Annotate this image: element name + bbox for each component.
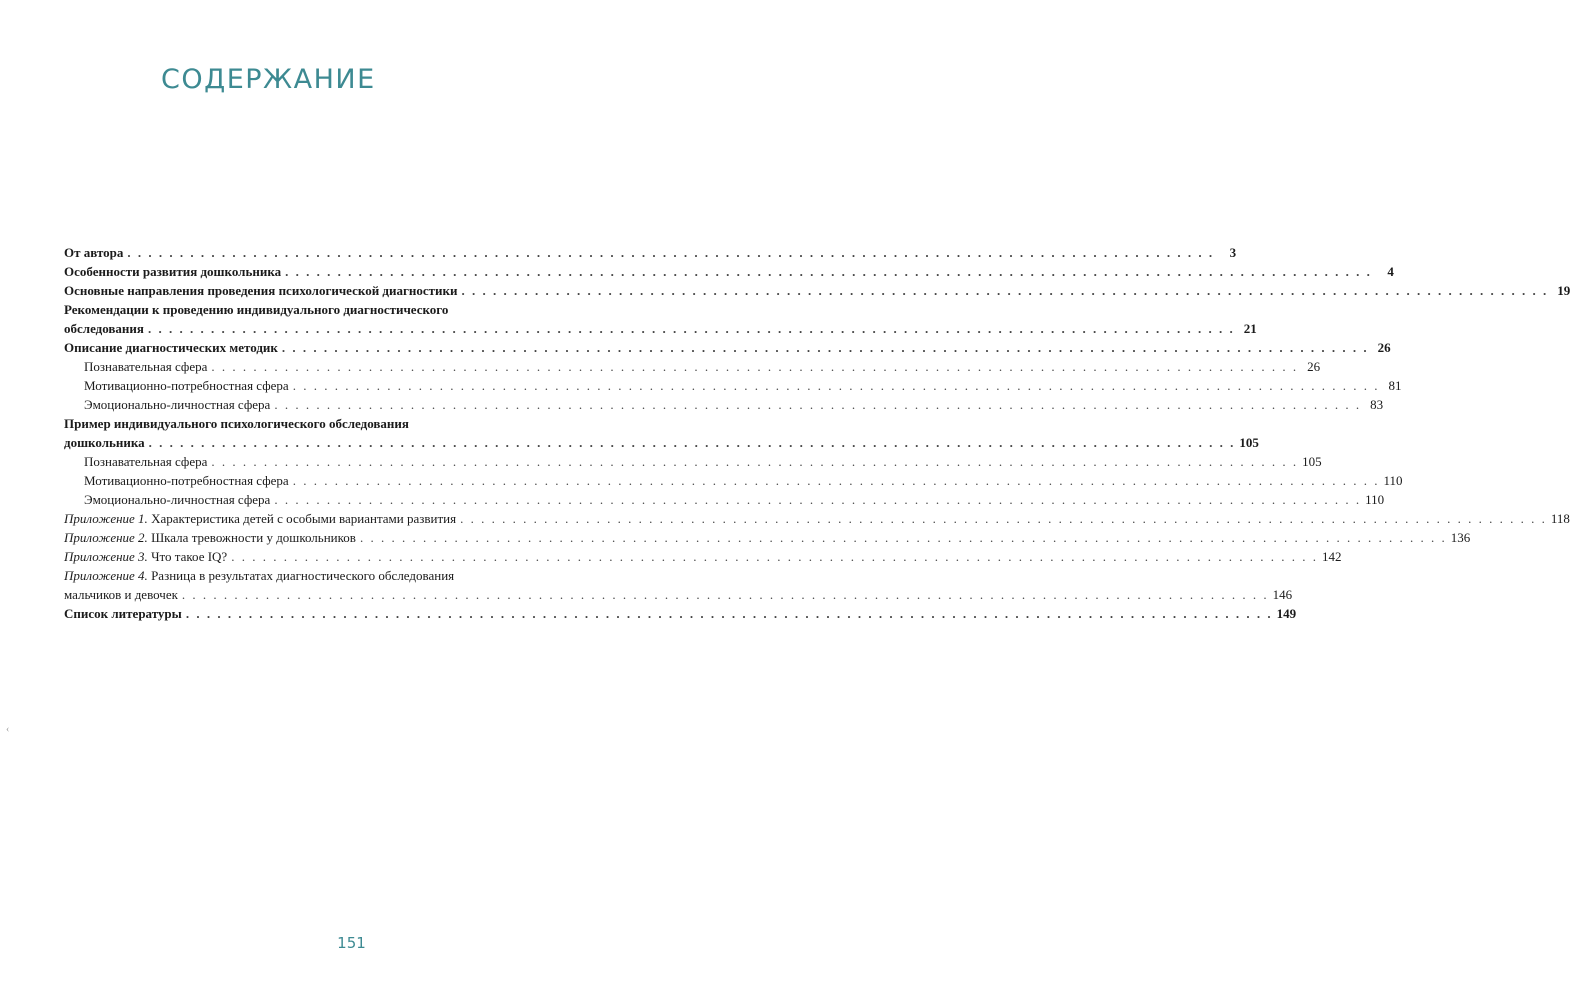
dot-leader: . . . . . . . . . . . . . . . . . . . . . . . . . . . . . . . . . . . . . . . . . . . . . . . . . . . . . . . . . . . . . . . . . . . . . . . . . . . . . . . . . . . . . . . . . . . . . . . . . . . . . . . . — [292, 378, 1380, 393]
dot-leader: . . . . . . . . . . . . . . . . . . . . . . . . . . . . . . . . . . . . . . . . . . . . . . . . . . . . . . . . . . . . . . . . . . . . . . . . . . . . . . . . . . . . . . . . . . . . . . . . . . . . . . . . — [181, 587, 1269, 602]
toc-entry-title: Мотивационно-потребностная сфера — [84, 473, 289, 488]
toc-entry-line — [84, 376, 1402, 395]
toc-entry-line — [64, 262, 1394, 281]
toc-page-number: 19 — [1557, 283, 1570, 298]
toc-entry — [64, 471, 1403, 490]
dot-leader: . . . . . . . . . . . . . . . . . . . . . . . . . . . . . . . . . . . . . . . . . . . . . . . . . . . . . . . . . . . . . . . . . . . . . . . . . . . . . . . . . . . . . . . . . . . . . . . . . . . . . . . . — [147, 321, 1235, 336]
toc-entry-title: Список литературы — [64, 606, 182, 621]
toc-entry-title: Описание диагностических методик — [64, 340, 278, 355]
dot-leader: . . . . . . . . . . . . . . . . . . . . . . . . . . . . . . . . . . . . . . . . . . . . . . . . . . . . . . . . . . . . . . . . . . . . . . . . . . . . . . . . . . . . . . . . . . . . . . . . . . . . . . . . — [231, 549, 1318, 564]
toc-entry-title: Рекомендации к проведению индивидуального диагностического — [64, 302, 449, 317]
dot-leader: . . . . . . . . . . . . . . . . . . . . . . . . . . . . . . . . . . . . . . . . . . . . . . . . . . . . . . . . . . . . . . . . . . . . . . . . . . . . . . . . . . . . . . . . . . . . . . . . . . . . . . . . — [148, 435, 1236, 450]
toc-entry-title: Мотивационно-потребностная сфера — [84, 378, 289, 393]
toc-entry-line — [64, 509, 1570, 528]
toc-entry-title: Шкала тревожности у дошкольников — [151, 530, 356, 545]
toc-entry-line — [64, 281, 1570, 300]
toc-entry — [64, 452, 1322, 471]
toc-page-number: 110 — [1383, 473, 1403, 488]
toc-entry — [64, 490, 1385, 509]
toc-page-number: 83 — [1370, 397, 1384, 412]
page-number: 151 — [337, 934, 366, 952]
toc-entry — [64, 243, 1237, 262]
appendix-label: Приложение 4. — [64, 568, 148, 583]
appendix-label: Приложение 3. — [64, 549, 148, 564]
dot-leader: . . . . . . . . . . . . . . . . . . . . . . . . . . . . . . . . . . . . . . . . . . . . . . . . . . . . . . . . . . . . . . . . . . . . . . . . . . . . . . . . . . . . . . . . . . . . . . . . . . . . . . . . — [285, 264, 1372, 279]
toc-entry-line — [84, 395, 1384, 414]
toc-entry-line — [84, 490, 1385, 509]
toc-page-number: 110 — [1365, 492, 1385, 507]
toc-entry-title: Основные направления проведения психологической диагностики — [64, 283, 458, 298]
toc-page-number: 149 — [1276, 606, 1297, 621]
toc-page-number: 26 — [1307, 359, 1321, 374]
toc-entry — [64, 395, 1384, 414]
toc-entry-line — [64, 433, 1259, 452]
dot-leader: . . . . . . . . . . . . . . . . . . . . . . . . . . . . . . . . . . . . . . . . . . . . . . . . . . . . . . . . . . . . . . . . . . . . . . . . . . . . . . . . . . . . . . . . . . . . . . . . . . . . . . . . — [292, 473, 1380, 488]
toc-page-number: 21 — [1243, 321, 1257, 336]
dot-leader: . . . . . . . . . . . . . . . . . . . . . . . . . . . . . . . . . . . . . . . . . . . . . . . . . . . . . . . . . . . . . . . . . . . . . . . . . . . . . . . . . . . . . . . . . . . . . . . . . . . . . . . . — [185, 606, 1273, 621]
toc-entry-title: Познавательная сфера — [84, 359, 208, 374]
toc-entry-title: дошкольника — [64, 435, 145, 450]
toc-entry — [64, 281, 1570, 300]
toc-entry — [64, 547, 1342, 566]
appendix-label: Приложение 2. — [64, 530, 148, 545]
toc-entry — [64, 376, 1402, 395]
dot-leader: . . . . . . . . . . . . . . . . . . . . . . . . . . . . . . . . . . . . . . . . . . . . . . . . . . . . . . . . . . . . . . . . . . . . . . . . . . . . . . . . . . . . . . . . . . . . . . . . . . . . . . . . — [274, 492, 1362, 507]
toc-page-number: 4 — [1387, 264, 1394, 279]
toc-entry-line — [64, 566, 614, 585]
toc-entry — [64, 566, 1293, 604]
toc-page-number: 26 — [1377, 340, 1391, 355]
toc-entry-line — [84, 357, 1321, 376]
toc-page-number: 81 — [1388, 378, 1402, 393]
toc-entry-title: Разница в результатах диагностического обследования — [151, 568, 455, 583]
toc-page-number: 105 — [1239, 435, 1259, 450]
toc-entry — [64, 414, 1259, 452]
toc-page-number: 136 — [1450, 530, 1471, 545]
toc-entry-line — [64, 319, 1257, 338]
appendix-label: Приложение 1. — [64, 511, 148, 526]
toc-entry-line — [64, 414, 614, 433]
toc-entry — [64, 262, 1394, 281]
dot-leader: . . . . . . . . . . . . . . . . . . . . . . . . . . . . . . . . . . . . . . . . . . . . . . . . . . . . . . . . . . . . . . . . . . . . . . . . . . . . . . . . . . . . . . . . . . . . . . . . . . . . . . . . — [461, 283, 1549, 298]
toc-entry-line — [64, 604, 1297, 623]
toc-entry-title: мальчиков и девочек — [64, 587, 178, 602]
toc-entry-title: Пример индивидуального психологического обследования — [64, 416, 409, 431]
toc-entry-line — [84, 471, 1403, 490]
toc-entry-title: Характеристика детей с особыми вариантами развития — [151, 511, 457, 526]
toc-entry-title: От автора — [64, 245, 124, 260]
table-of-contents — [64, 243, 1570, 623]
toc-entry-title: Познавательная сфера — [84, 454, 208, 469]
toc-entry-title: обследования — [64, 321, 144, 336]
dot-leader: . . . . . . . . . . . . . . . . . . . . . . . . . . . . . . . . . . . . . . . . . . . . . . . . . . . . . . . . . . . . . . . . . . . . . . . . . . . . . . . . . . . . . . . . . . . . . . . . . . . . . . . . — [359, 530, 1447, 545]
dot-leader: . . . . . . . . . . . . . . . . . . . . . . . . . . . . . . . . . . . . . . . . . . . . . . . . . . . . . . . . . . . . . . . . . . . . . . . . . . . . . . . . . . . . . . . . . . . . . . . . . . . . . . . . — [211, 359, 1299, 374]
toc-entry-title: Особенности развития дошкольника — [64, 264, 282, 279]
dot-leader: . . . . . . . . . . . . . . . . . . . . . . . . . . . . . . . . . . . . . . . . . . . . . . . . . . . . . . . . . . . . . . . . . . . . . . . . . . . . . . . . . . . . . . . . . . . . . . . . . . . . . . . . — [274, 397, 1362, 412]
toc-page-number: 3 — [1229, 245, 1237, 260]
toc-entry — [64, 604, 1297, 623]
toc-entry-line — [84, 452, 1322, 471]
dot-leader: . . . . . . . . . . . . . . . . . . . . . . . . . . . . . . . . . . . . . . . . . . . . . . . . . . . . . . . . . . . . . . . . . . . . . . . . . . . . . . . . . . . . . . . . . . . . . . . . . . . . . . . . — [460, 511, 1547, 526]
toc-entry — [64, 357, 1321, 376]
toc-entry-line — [64, 585, 1293, 604]
dot-leader: . . . . . . . . . . . . . . . . . . . . . . . . . . . . . . . . . . . . . . . . . . . . . . . . . . . . . . . . . . . . . . . . . . . . . . . . . . . . . . . . . . . . . . . . . . . . . . . . . . . . . . . . — [211, 454, 1299, 469]
toc-page-number: 118 — [1550, 511, 1570, 526]
toc-page-number: 146 — [1272, 587, 1293, 602]
dot-leader: . . . . . . . . . . . . . . . . . . . . . . . . . . . . . . . . . . . . . . . . . . . . . . . . . . . . . . . . . . . . . . . . . . . . . . . . . . . . . . . . . . . . . . . . . . . . . . . . . . . . . . . . — [281, 340, 1369, 355]
toc-page-number: 105 — [1302, 454, 1322, 469]
toc-entry-line — [64, 338, 1391, 357]
toc-page-number: 142 — [1321, 549, 1342, 564]
toc-entry-line — [64, 547, 1342, 566]
toc-entry-title: Эмоционально-личностная сфера — [84, 492, 271, 507]
toc-entry — [64, 338, 1391, 357]
toc-entry-title: Эмоционально-личностная сфера — [84, 397, 271, 412]
toc-entry — [64, 528, 1471, 547]
toc-entry-line — [64, 243, 1237, 262]
toc-entry-line — [64, 528, 1471, 547]
toc-entry-title: Что такое IQ? — [151, 549, 228, 564]
toc-entry-line — [64, 300, 614, 319]
toc-entry — [64, 509, 1570, 528]
page-title: СОДЕРЖАНИЕ — [161, 64, 376, 95]
toc-entry — [64, 300, 1257, 338]
margin-mark: ‹ — [6, 724, 10, 735]
dot-leader: . . . . . . . . . . . . . . . . . . . . . . . . . . . . . . . . . . . . . . . . . . . . . . . . . . . . . . . . . . . . . . . . . . . . . . . . . . . . . . . . . . . . . . . . . . . . . . . . . . . . . . . . — [127, 245, 1215, 260]
